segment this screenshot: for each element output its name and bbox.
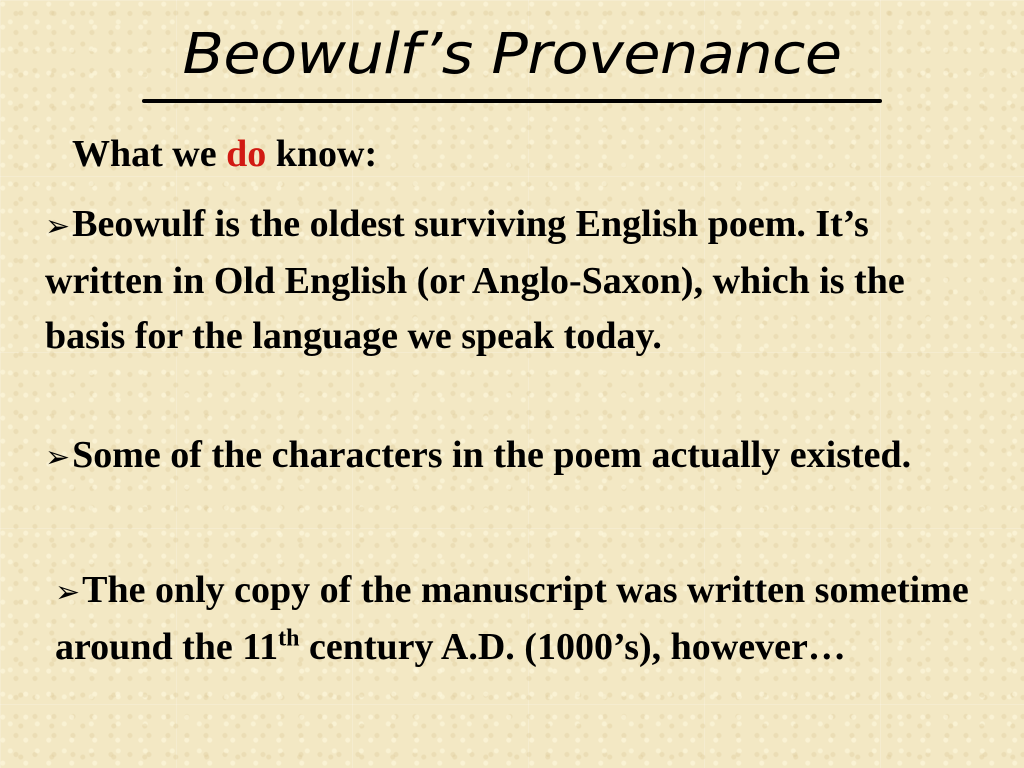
title-underline: [142, 99, 882, 103]
bullet-3-text-before: The only copy of the manuscript was written sometime around the 11: [55, 569, 969, 668]
arrow-bullet-icon: ➢: [45, 440, 71, 475]
bullet-1-text: Beowulf is the oldest surviving English poem. It’s written in Old English (or Anglo-Saxon), which is the basis for the language we speak today.: [45, 203, 905, 357]
subheading-text-before: What we: [72, 133, 227, 175]
subheading-text-after: know:: [266, 133, 378, 175]
ordinal-superscript: th: [278, 625, 300, 652]
subheading: [72, 130, 377, 178]
arrow-bullet-icon: ➢: [45, 209, 71, 244]
arrow-bullet-icon: ➢: [55, 575, 81, 610]
bullet-item-2: [45, 428, 975, 485]
slide-title: Beowulf’s Provenance: [182, 22, 842, 87]
bullet-2-text: Some of the characters in the poem actually existed.: [72, 434, 912, 476]
bullet-item-1: [45, 197, 975, 364]
bullet-3-text-after: century A.D. (1000’s), however…: [299, 626, 846, 668]
subheading-emphasis: do: [226, 133, 267, 175]
bullet-item-3: [55, 563, 1005, 675]
